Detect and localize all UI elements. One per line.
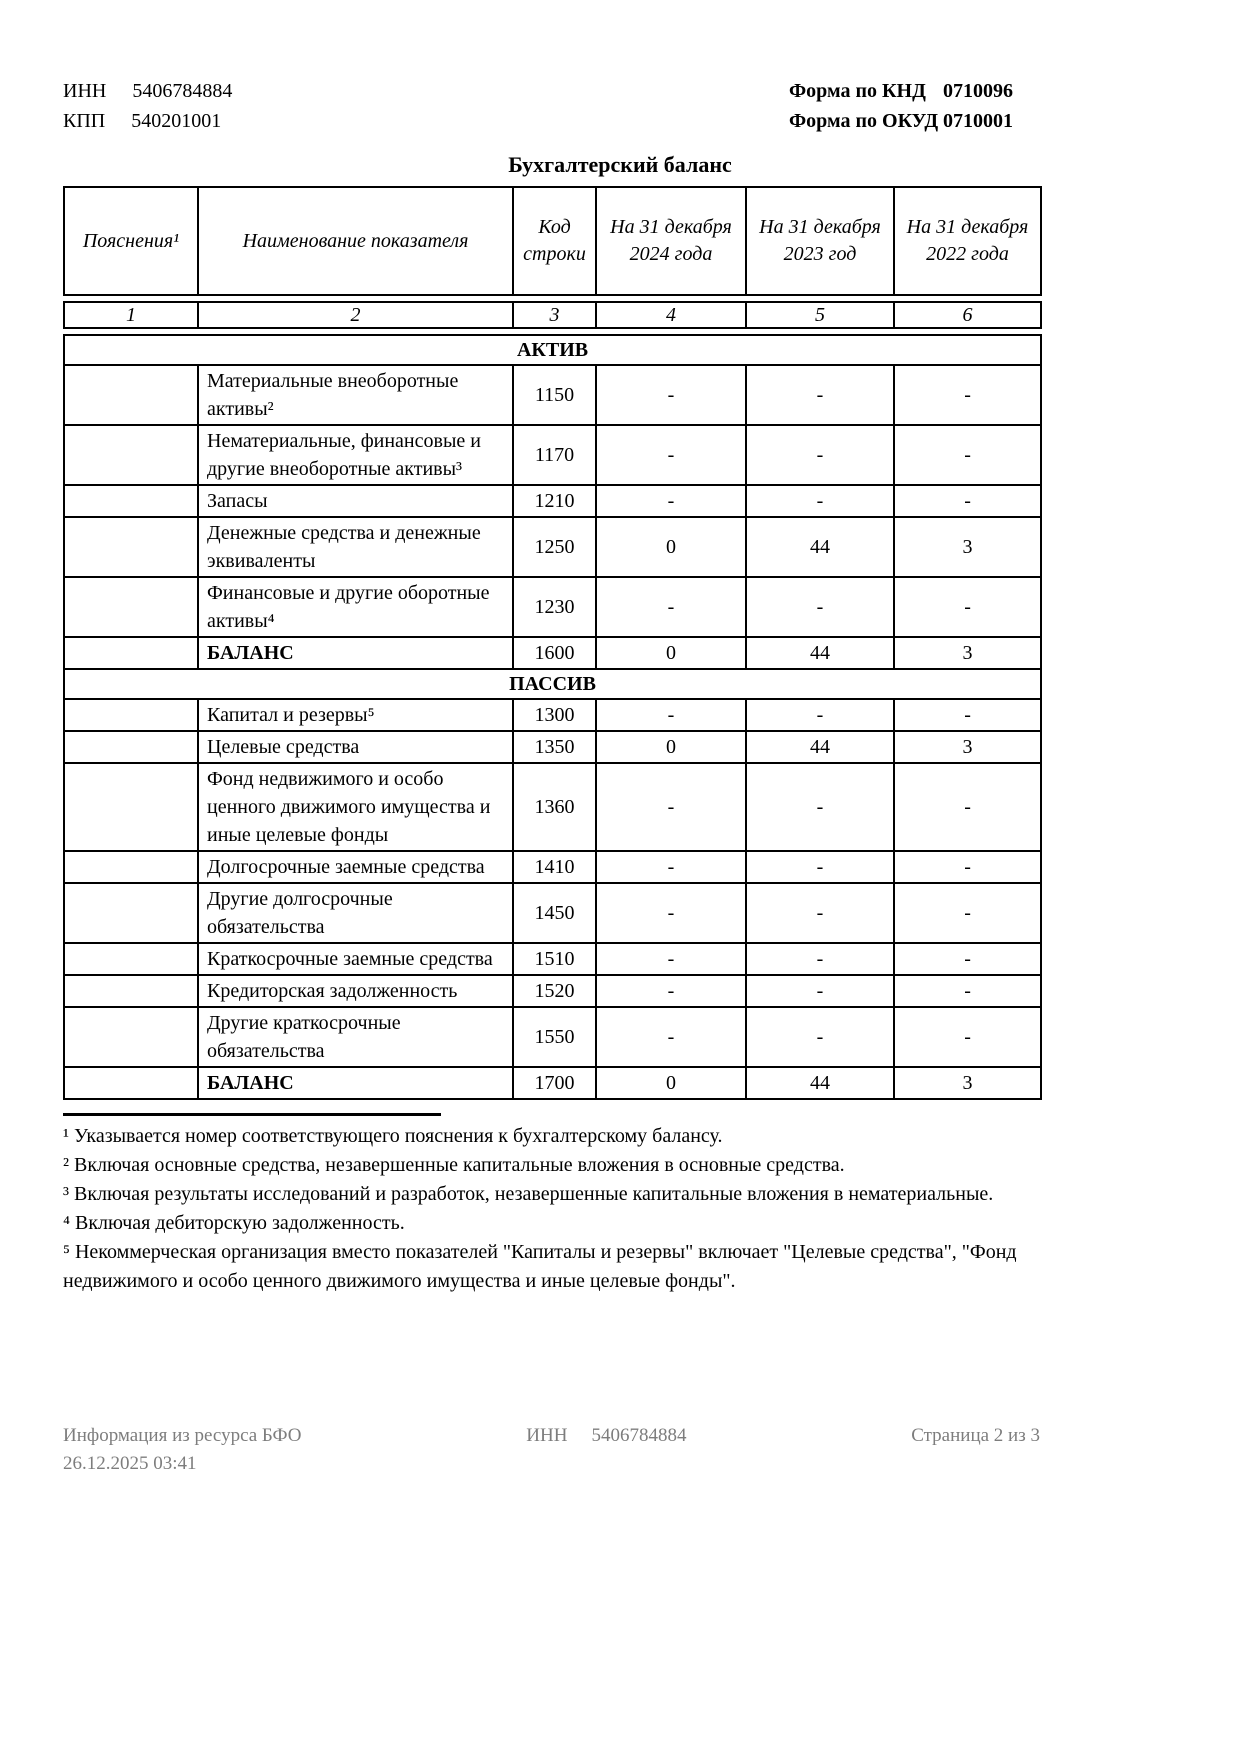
explanation-cell <box>64 577 198 637</box>
explanation-cell <box>64 637 198 669</box>
value-2024-cell: - <box>596 763 746 851</box>
value-2024-cell: - <box>596 425 746 485</box>
form-knd-value: 0710096 <box>943 80 1013 102</box>
form-okud-label: Форма по ОКУД <box>789 110 939 132</box>
footer-inn <box>526 1422 686 1450</box>
line-code-cell: 1360 <box>513 763 596 851</box>
form-okud-value: 0710001 <box>943 110 1013 132</box>
table-row <box>64 577 1041 637</box>
value-2024-cell: - <box>596 943 746 975</box>
value-2022-cell: - <box>894 425 1041 485</box>
footer-source-block <box>63 1422 302 1478</box>
column-header-row <box>64 187 1041 295</box>
explanation-cell <box>64 943 198 975</box>
value-2022-cell: - <box>894 763 1041 851</box>
indicator-name-cell: БАЛАНС <box>198 1067 513 1099</box>
explanation-cell <box>64 425 198 485</box>
indicator-name-cell: Капитал и резервы⁵ <box>198 699 513 731</box>
value-2022-cell: 3 <box>894 731 1041 763</box>
value-2024-cell: 0 <box>596 517 746 577</box>
explanation-cell <box>64 485 198 517</box>
line-code-cell: 1300 <box>513 699 596 731</box>
column-number: 2 <box>198 302 513 328</box>
kpp-value: 540201001 <box>131 110 222 132</box>
value-2024-cell: - <box>596 1007 746 1067</box>
value-2022-cell: - <box>894 943 1041 975</box>
value-2023-cell: 44 <box>746 731 894 763</box>
footer-source: Информация из ресурса БФО <box>63 1425 302 1446</box>
section-title: ПАССИВ <box>64 669 1041 699</box>
table-row <box>64 943 1041 975</box>
line-code-cell: 1170 <box>513 425 596 485</box>
table-row <box>64 731 1041 763</box>
table-row <box>64 637 1041 669</box>
value-2024-cell: - <box>596 883 746 943</box>
balance-table-header <box>63 186 1042 296</box>
section-header-row <box>64 335 1041 365</box>
line-code-cell: 1230 <box>513 577 596 637</box>
footnote: ⁵ Некоммерческая организация вместо показателей "Капиталы и резервы" включает "Целевые средства", "Фонд недвижимого и особо ценного движимого имущества и иные целевые фонды". <box>63 1241 1017 1292</box>
indicator-name-cell: Финансовые и другие оборотные активы⁴ <box>198 577 513 637</box>
indicator-name-cell: Целевые средства <box>198 731 513 763</box>
explanation-cell <box>64 517 198 577</box>
form-okud-row <box>789 106 1013 136</box>
value-2022-cell: - <box>894 365 1041 425</box>
line-code-cell: 1150 <box>513 365 596 425</box>
value-2023-cell: 44 <box>746 1067 894 1099</box>
value-2023-cell: - <box>746 1007 894 1067</box>
value-2023-cell: - <box>746 485 894 517</box>
footnote-separator <box>63 1113 441 1116</box>
value-2023-cell: - <box>746 883 894 943</box>
footnote: ⁴ Включая дебиторскую задолженность. <box>63 1212 405 1234</box>
document-header <box>0 0 1240 136</box>
footer-inn-label: ИНН <box>526 1425 568 1446</box>
value-2023-cell: - <box>746 365 894 425</box>
table-row <box>64 1007 1041 1067</box>
value-2022-cell: 3 <box>894 517 1041 577</box>
column-numbers-table <box>63 301 1042 329</box>
value-2022-cell: - <box>894 577 1041 637</box>
column-header-2022: На 31 декабря 2022 года <box>894 187 1041 295</box>
inn-value: 5406784884 <box>132 80 233 102</box>
footer-inn-value: 5406784884 <box>591 1425 687 1446</box>
indicator-name-cell: Кредиторская задолженность <box>198 975 513 1007</box>
explanation-cell <box>64 1067 198 1099</box>
value-2022-cell: - <box>894 1007 1041 1067</box>
value-2024-cell: - <box>596 365 746 425</box>
value-2023-cell: 44 <box>746 637 894 669</box>
table-row <box>64 699 1041 731</box>
footnote: ¹ Указывается номер соответствующего пояснения к бухгалтерскому балансу. <box>63 1125 723 1147</box>
value-2024-cell: 0 <box>596 637 746 669</box>
explanation-cell <box>64 883 198 943</box>
table-row <box>64 485 1041 517</box>
form-codes <box>789 76 1013 136</box>
value-2023-cell: - <box>746 763 894 851</box>
value-2024-cell: - <box>596 699 746 731</box>
table-row <box>64 365 1041 425</box>
column-header-indicator: Наименование показателя <box>198 187 513 295</box>
value-2023-cell: 44 <box>746 517 894 577</box>
kpp-row <box>63 106 232 136</box>
balance-table-body <box>63 334 1042 1100</box>
indicator-name-cell: Нематериальные, финансовые и другие внеоборотные активы³ <box>198 425 513 485</box>
explanation-cell <box>64 763 198 851</box>
page-title: Бухгалтерский баланс <box>508 152 732 177</box>
footer-datetime: 26.12.2025 03:41 <box>63 1453 197 1474</box>
explanation-cell <box>64 1007 198 1067</box>
explanation-cell <box>64 851 198 883</box>
footnote: ² Включая основные средства, незавершенные капитальные вложения в основные средства. <box>63 1154 845 1176</box>
line-code-cell: 1350 <box>513 731 596 763</box>
line-code-cell: 1520 <box>513 975 596 1007</box>
explanation-cell <box>64 699 198 731</box>
column-header-explanations: Пояснения¹ <box>64 187 198 295</box>
value-2022-cell: - <box>894 851 1041 883</box>
indicator-name-cell: Долгосрочные заемные средства <box>198 851 513 883</box>
indicator-name-cell: Другие краткосрочные обязательства <box>198 1007 513 1067</box>
value-2024-cell: - <box>596 577 746 637</box>
line-code-cell: 1600 <box>513 637 596 669</box>
kpp-label: КПП <box>63 110 106 132</box>
line-code-cell: 1410 <box>513 851 596 883</box>
indicator-name-cell: Запасы <box>198 485 513 517</box>
value-2024-cell: - <box>596 485 746 517</box>
footnote: ³ Включая результаты исследований и разработок, незавершенные капитальные вложения в нематериальные. <box>63 1183 994 1205</box>
section-title: АКТИВ <box>64 335 1041 365</box>
line-code-cell: 1510 <box>513 943 596 975</box>
table-row <box>64 517 1041 577</box>
inn-label: ИНН <box>63 80 107 102</box>
indicator-name-cell: БАЛАНС <box>198 637 513 669</box>
column-header-2023: На 31 декабря 2023 год <box>746 187 894 295</box>
line-code-cell: 1210 <box>513 485 596 517</box>
explanation-cell <box>64 975 198 1007</box>
column-number: 6 <box>894 302 1041 328</box>
value-2023-cell: - <box>746 975 894 1007</box>
table-row <box>64 883 1041 943</box>
form-knd-row <box>789 76 1013 106</box>
value-2022-cell: - <box>894 699 1041 731</box>
table-row <box>64 1067 1041 1099</box>
line-code-cell: 1550 <box>513 1007 596 1067</box>
indicator-name-cell: Материальные внеоборотные активы² <box>198 365 513 425</box>
value-2024-cell: - <box>596 975 746 1007</box>
column-header-2024: На 31 декабря 2024 года <box>596 187 746 295</box>
table-row <box>64 763 1041 851</box>
indicator-name-cell: Другие долгосрочные обязательства <box>198 883 513 943</box>
column-number: 4 <box>596 302 746 328</box>
value-2023-cell: - <box>746 425 894 485</box>
table-row <box>64 975 1041 1007</box>
footnotes <box>63 1122 1103 1296</box>
inn-row <box>63 76 232 106</box>
line-code-cell: 1450 <box>513 883 596 943</box>
value-2024-cell: 0 <box>596 731 746 763</box>
value-2023-cell: - <box>746 699 894 731</box>
value-2022-cell: 3 <box>894 637 1041 669</box>
value-2023-cell: - <box>746 851 894 883</box>
column-number: 3 <box>513 302 596 328</box>
value-2023-cell: - <box>746 577 894 637</box>
line-code-cell: 1250 <box>513 517 596 577</box>
indicator-name-cell: Краткосрочные заемные средства <box>198 943 513 975</box>
table-row <box>64 851 1041 883</box>
indicator-name-cell: Денежные средства и денежные эквиваленты <box>198 517 513 577</box>
taxpayer-ids <box>63 76 232 136</box>
form-knd-label: Форма по КНД <box>789 80 926 102</box>
value-2022-cell: 3 <box>894 1067 1041 1099</box>
column-number: 1 <box>64 302 198 328</box>
column-numbers-row <box>64 302 1041 328</box>
value-2022-cell: - <box>894 485 1041 517</box>
table-row <box>64 425 1041 485</box>
value-2022-cell: - <box>894 883 1041 943</box>
column-header-code: Код строки <box>513 187 596 295</box>
explanation-cell <box>64 731 198 763</box>
column-number: 5 <box>746 302 894 328</box>
line-code-cell: 1700 <box>513 1067 596 1099</box>
page-footer <box>63 1422 1040 1478</box>
value-2023-cell: - <box>746 943 894 975</box>
explanation-cell <box>64 365 198 425</box>
value-2024-cell: 0 <box>596 1067 746 1099</box>
section-header-row <box>64 669 1041 699</box>
value-2024-cell: - <box>596 851 746 883</box>
footer-page-info: Страница 2 из 3 <box>911 1425 1040 1446</box>
value-2022-cell: - <box>894 975 1041 1007</box>
indicator-name-cell: Фонд недвижимого и особо ценного движимого имущества и иные целевые фонды <box>198 763 513 851</box>
